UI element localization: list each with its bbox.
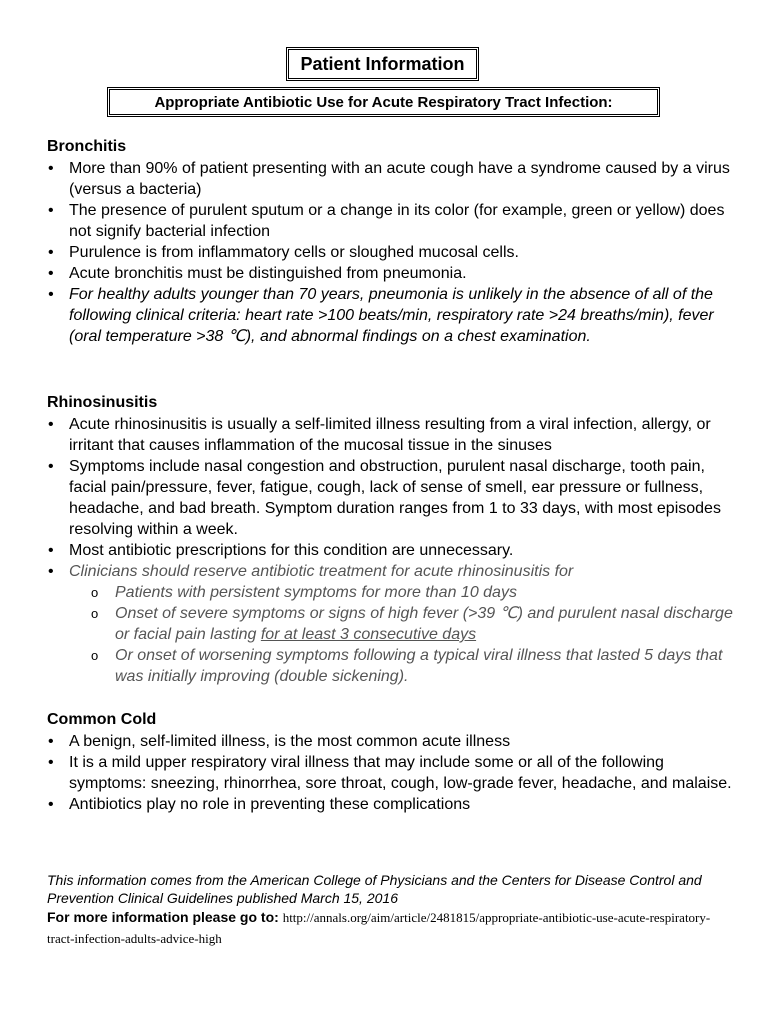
list-item: • Symptoms include nasal congestion and obstruction, purulent nasal discharge, tooth pain, facial pain/pressure, fever, fatigue, cough, lack of sense of smell, ear pressure or fullness, headache, and bad breath. Symptom duration ranges from 1 to 33 days, with most episodes resolving within a week. — [47, 456, 737, 540]
underlined-duration: for at least 3 consecutive days — [260, 626, 477, 643]
list-item: • Purulence is from inflammatory cells or sloughed mucosal cells. — [47, 242, 737, 263]
section-heading-bronchitis: Bronchitis — [47, 138, 127, 155]
list-item-with-sublist — [47, 561, 737, 687]
list-item: • Antibiotics play no role in preventing these complications — [47, 794, 737, 815]
page-title: Patient Information — [286, 47, 479, 81]
list-item: • Acute rhinosinusitis is usually a self-limited illness resulting from a viral infection, allergy, or irritant that causes inflammation of the mucosal tissue in the sinuses — [47, 414, 737, 456]
page-subtitle: Appropriate Antibiotic Use for Acute Respiratory Tract Infection: — [107, 87, 660, 117]
sub-list-item-text: Onset of severe symptoms or signs of high fever (>39 ℃) and purulent nasal discharge or facial pain lasting — [115, 605, 733, 643]
list-item: • More than 90% of patient presenting with an acute cough have a syndrome caused by a virus (versus a bacteria) — [47, 158, 737, 200]
source-note: This information comes from the American College of Physicians and the Centers for Disease Control and Prevention Clinical Guidelines published March 15, 2016 — [47, 872, 702, 906]
more-info — [47, 907, 737, 949]
list-item-text: Clinicians should reserve antibiotic treatment for acute rhinosinusitis for — [69, 563, 574, 580]
section-heading-common-cold: Common Cold — [47, 711, 157, 728]
common-cold-list — [47, 731, 737, 815]
bronchitis-list — [47, 158, 737, 347]
list-item: • A benign, self-limited illness, is the most common acute illness — [47, 731, 737, 752]
sub-list-item: o Or onset of worsening symptoms following a typical viral illness that lasted 5 days that was initially improving (double sickening). — [69, 645, 737, 687]
section-heading-rhinosinusitis: Rhinosinusitis — [47, 394, 158, 411]
list-item: • Most antibiotic prescriptions for this condition are unnecessary. — [47, 540, 737, 561]
sub-list — [69, 582, 737, 687]
sub-list-item: o Patients with persistent symptoms for more than 10 days — [69, 582, 737, 603]
reference-url[interactable]: http://annals.org/aim/article/2481815/appropriate-antibiotic-use-acute-respiratory-tract-infection-adults-advice-high — [47, 910, 711, 946]
list-item: • The presence of purulent sputum or a change in its color (for example, green or yellow) does not signify bacterial infection — [47, 200, 737, 242]
list-item: • For healthy adults younger than 70 years, pneumonia is unlikely in the absence of all of the following clinical criteria: heart rate >100 beats/min, respiratory rate >24 breaths/min), fever (oral temperature >38 ℃), and abnormal findings on a chest examination. — [47, 284, 737, 347]
more-info-label: For more information please go to: — [47, 909, 283, 925]
list-item: • Acute bronchitis must be distinguished from pneumonia. — [47, 263, 737, 284]
sub-list-item — [69, 603, 737, 645]
list-item: • It is a mild upper respiratory viral illness that may include some or all of the following symptoms: sneezing, rhinorrhea, sore throat, cough, low-grade fever, headache, and malaise. — [47, 752, 737, 794]
rhinosinusitis-list — [47, 414, 737, 687]
